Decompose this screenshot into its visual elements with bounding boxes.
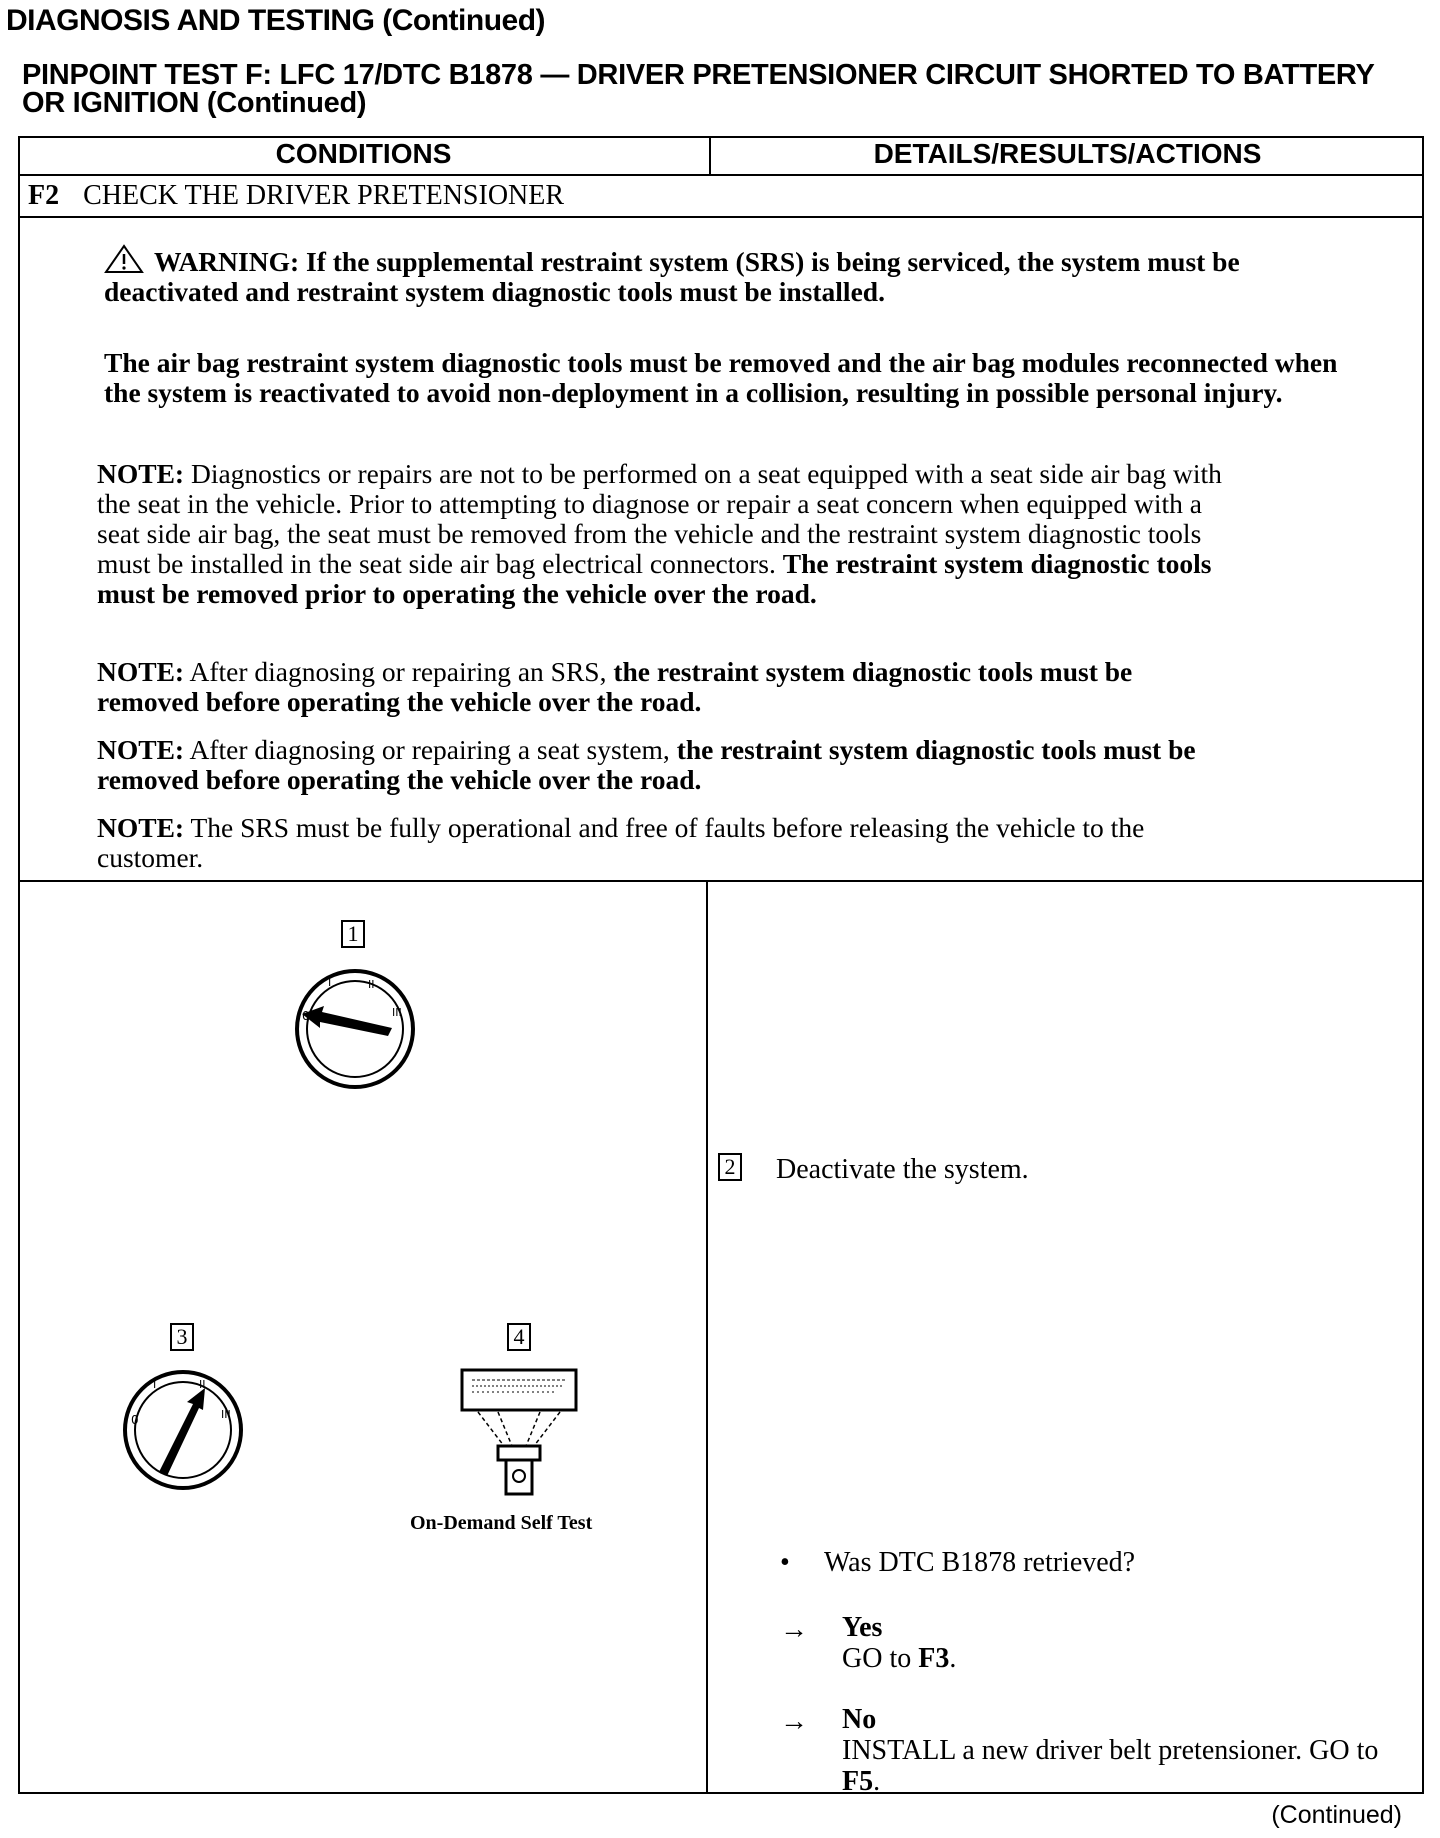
callout-4: 4	[507, 1323, 531, 1351]
deactivate-step: Deactivate the system.	[776, 1154, 1029, 1185]
note-4-text: The SRS must be fully operational and free of faults before releasing the vehicle to the customer.	[97, 812, 1145, 873]
yes-action-prefix: GO to	[842, 1643, 912, 1674]
scan-tool-icon	[458, 1366, 582, 1502]
no-action-prefix: INSTALL a new driver belt pretensioner. GO to	[842, 1735, 1379, 1766]
position-3-label: III	[392, 1006, 402, 1019]
warning-text-1	[104, 244, 1344, 307]
note-1-text: Diagnostics or repairs are not to be performed on a seat equipped with a seat side air bag with the seat in the vehicle. Prior to attempting to diagnose or repair a seat concern when equipped with a seat side air bag, the seat must be removed from the vehicle and the restraint system diagnostic tools must be installed in the seat side air bag electrical connectors.	[97, 458, 1222, 579]
note-3	[97, 735, 1232, 795]
warning-triangle-icon	[104, 244, 144, 274]
question-bullet: •	[780, 1547, 790, 1578]
yes-arrow: →	[780, 1614, 808, 1645]
note-label: NOTE:	[97, 734, 185, 765]
note-2	[97, 657, 1232, 717]
warning-body-1: If the supplemental restraint system (SRS) is being serviced, the system must be deactivated and restraint system diagnostic tools must be installed.	[104, 246, 1240, 307]
col-details: DETAILS/RESULTS/ACTIONS	[873, 138, 1262, 169]
position-0-label: 0	[131, 1413, 139, 1427]
ignition-off-icon	[280, 968, 430, 1090]
note-label: NOTE:	[97, 656, 185, 687]
callout-2: 2	[718, 1153, 742, 1181]
position-2-label: II	[368, 978, 375, 991]
callout-1: 1	[341, 920, 365, 948]
notes-divider	[18, 880, 1424, 882]
note-2-bold: the restraint system diagnostic tools must be removed before operating the vehicle over the road.	[97, 656, 1133, 717]
callout-3: 3	[170, 1323, 194, 1351]
header-divider	[18, 174, 1424, 176]
step-code: F2	[28, 180, 60, 211]
position-1-label: I	[153, 1378, 157, 1391]
position-3-label: III	[221, 1408, 231, 1421]
note-2-text: After diagnosing or repairing an SRS,	[189, 656, 607, 687]
yes-action-target: F3	[918, 1643, 950, 1674]
note-3-bold: the restraint system diagnostic tools must be removed before operating the vehicle over the road.	[97, 734, 1196, 795]
note-label: NOTE:	[97, 458, 185, 489]
position-0-label: 0	[302, 1009, 310, 1023]
note-1-bold: The restraint system diagnostic tools must be removed prior to operating the vehicle over the road.	[97, 548, 1212, 609]
position-2-label: II	[199, 1378, 206, 1391]
note-3-text: After diagnosing or repairing a seat system,	[189, 734, 670, 765]
note-4	[97, 813, 1232, 873]
no-action-target: F5	[842, 1766, 874, 1797]
section-title: DIAGNOSIS AND TESTING (Continued)	[6, 4, 546, 37]
no-action-suffix: .	[873, 1766, 881, 1797]
no-label: No	[842, 1704, 877, 1735]
note-label: NOTE:	[97, 812, 185, 843]
warning-label: WARNING:	[154, 246, 300, 277]
no-action	[842, 1735, 1412, 1797]
pinpoint-test-title: PINPOINT TEST F: LFC 17/DTC B1878 — DRIVER PRETENSIONER CIRCUIT SHORTED TO BATTERY OR IGNITION (Continued)	[22, 59, 1374, 119]
continued-label: (Continued)	[1271, 1801, 1402, 1829]
position-1-label: I	[328, 976, 332, 989]
figure-caption: On-Demand Self Test	[410, 1512, 593, 1534]
yes-action-suffix: .	[949, 1643, 957, 1674]
col-conditions: CONDITIONS	[275, 138, 452, 169]
yes-label: Yes	[842, 1612, 883, 1643]
step-row	[28, 180, 564, 212]
body-column-divider	[706, 880, 708, 1794]
step-divider	[18, 216, 1424, 218]
note-1	[97, 459, 1232, 609]
yes-action	[842, 1643, 956, 1674]
ignition-run-icon	[113, 1368, 253, 1492]
warning-text-2: The air bag restraint system diagnostic tools must be removed and the air bag modules reconnected when the system is reactivated to avoid non-deployment in a collision, resulting in possible personal injury.	[104, 347, 1338, 408]
question-text: Was DTC B1878 retrieved?	[824, 1547, 1136, 1578]
step-title: CHECK THE DRIVER PRETENSIONER	[83, 180, 565, 211]
no-arrow: →	[780, 1706, 808, 1737]
